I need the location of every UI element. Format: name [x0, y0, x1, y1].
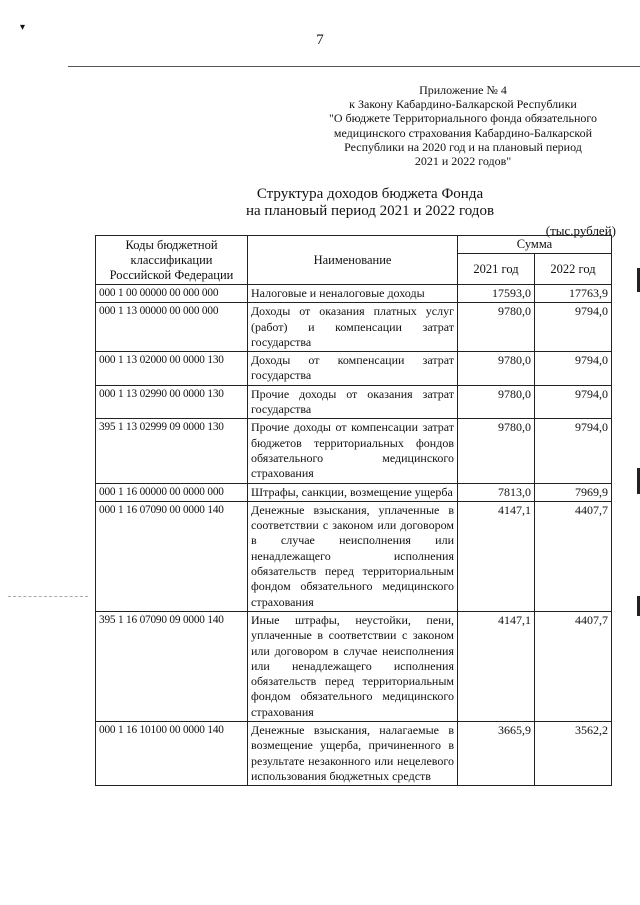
- unit-label: (тыс.рублей): [545, 223, 616, 238]
- row-name: Штрафы, санкции, возмещение ущерба: [248, 483, 458, 501]
- row-value-2022: 3562,2: [535, 722, 612, 786]
- table-row: [96, 501, 612, 611]
- row-value-2021: 3665,9: [458, 722, 535, 786]
- row-name: Иные штрафы, неустойки, пени, уплаченные в соответствии с законом или договором в случае неисполнения или ненадлежащего исполнения обязательств перед территориальным фондом обязательного медицинского страхования: [248, 611, 458, 721]
- row-value-2021: 17593,0: [458, 285, 535, 303]
- appendix-line: 2021 и 2022 годов": [414, 154, 512, 169]
- revenue-table: [95, 235, 612, 786]
- table-row: [96, 352, 612, 386]
- appendix-line: к Закону Кабардино-Балкарской Республики: [349, 97, 577, 112]
- row-code: 000 1 16 00000 00 0000 000: [96, 483, 248, 501]
- row-value-2021: 9780,0: [458, 303, 535, 352]
- row-code: 000 1 16 07090 00 0000 140: [96, 501, 248, 611]
- header-2022: 2022 год: [535, 254, 612, 285]
- row-name: Налоговые и неналоговые доходы: [248, 285, 458, 303]
- row-value-2021: 9780,0: [458, 352, 535, 386]
- title-line: на плановый период 2021 и 2022 годов: [245, 203, 495, 219]
- title-line: Структура доходов бюджета Фонда: [256, 186, 484, 202]
- header-name: Наименование: [248, 236, 458, 285]
- table-row: [96, 303, 612, 352]
- row-code: 395 1 13 02999 09 0000 130: [96, 419, 248, 483]
- row-value-2021: 7813,0: [458, 483, 535, 501]
- row-value-2022: 9794,0: [535, 303, 612, 352]
- appendix-block: [300, 83, 626, 168]
- table-row: [96, 419, 612, 483]
- row-code: 000 1 00 00000 00 000 000: [96, 285, 248, 303]
- table-row: [96, 285, 612, 303]
- scan-mark: ▾: [20, 22, 26, 33]
- row-value-2021: 9780,0: [458, 385, 535, 419]
- header-2021: 2021 год: [458, 254, 535, 285]
- row-name: Доходы от компенсации затрат государства: [248, 352, 458, 386]
- row-name: Прочие доходы от оказания затрат государства: [248, 385, 458, 419]
- header-rule: [68, 66, 640, 67]
- table-row: [96, 385, 612, 419]
- appendix-line: Республики на 2020 год и на плановый период: [344, 139, 582, 154]
- row-value-2022: 17763,9: [535, 285, 612, 303]
- scan-artifact: [8, 596, 88, 597]
- document-title: [150, 186, 590, 220]
- row-value-2021: 9780,0: [458, 419, 535, 483]
- header-sum: Сумма: [458, 236, 612, 254]
- row-value-2022: 9794,0: [535, 419, 612, 483]
- row-name: Прочие доходы от компенсации затрат бюджетов территориальных фондов обязательного медицинского страхования: [248, 419, 458, 483]
- row-value-2022: 7969,9: [535, 483, 612, 501]
- appendix-line: Приложение № 4: [419, 83, 507, 97]
- row-code: 395 1 16 07090 09 0000 140: [96, 611, 248, 721]
- row-name: Денежные взыскания, налагаемые в возмещение ущерба, причиненного в результате незаконного или нецелевого использования бюджетных средств: [248, 722, 458, 786]
- table-row: [96, 483, 612, 501]
- row-value-2022: 4407,7: [535, 611, 612, 721]
- row-name: Доходы от оказания платных услуг (работ) и компенсации затрат государства: [248, 303, 458, 352]
- row-value-2022: 9794,0: [535, 352, 612, 386]
- row-name: Денежные взыскания, уплаченные в соответствии с законом или договором в случае неисполнения или ненадлежащего исполнения обязательств перед территориальным фондом обязательного медицинского страхования: [248, 501, 458, 611]
- row-code: 000 1 16 10100 00 0000 140: [96, 722, 248, 786]
- table-row: [96, 722, 612, 786]
- header-code: Коды бюджетной классификации Российской Федерации: [96, 236, 248, 285]
- row-value-2022: 4407,7: [535, 501, 612, 611]
- table-row: [96, 611, 612, 721]
- row-value-2022: 9794,0: [535, 385, 612, 419]
- row-value-2021: 4147,1: [458, 611, 535, 721]
- row-code: 000 1 13 00000 00 000 000: [96, 303, 248, 352]
- appendix-line: медицинского страхования Кабардино-Балкарской: [333, 125, 593, 140]
- page-number: 7: [316, 32, 324, 48]
- row-code: 000 1 13 02990 00 0000 130: [96, 385, 248, 419]
- appendix-line: "О бюджете Территориального фонда обязательного: [328, 111, 597, 126]
- row-value-2021: 4147,1: [458, 501, 535, 611]
- row-code: 000 1 13 02000 00 0000 130: [96, 352, 248, 386]
